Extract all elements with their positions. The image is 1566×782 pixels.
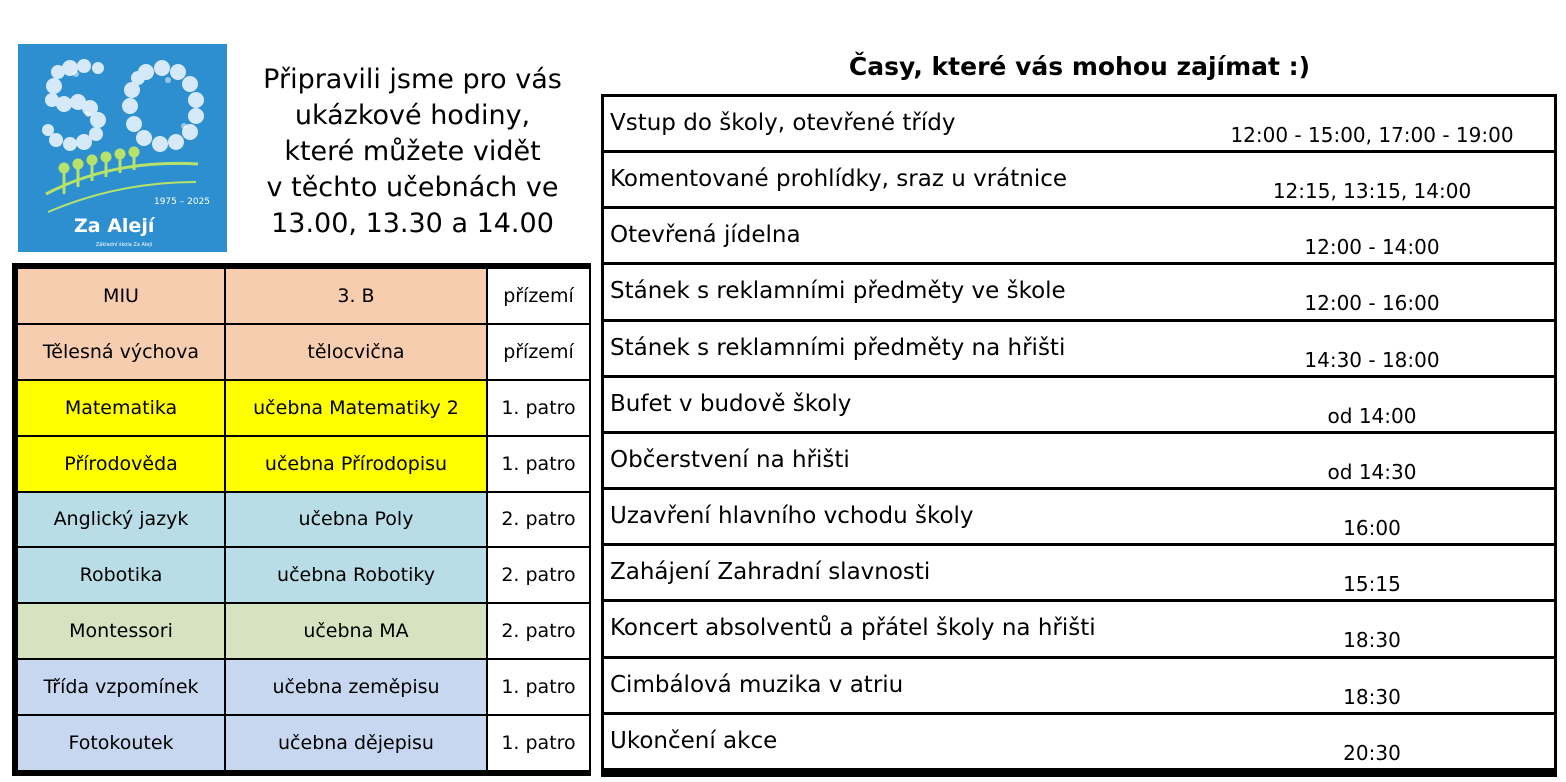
schedule-table — [601, 94, 1557, 777]
subject-cell: MIU — [18, 269, 224, 323]
time-cell: od 14:30 — [1194, 434, 1554, 487]
room-cell: učebna zeměpisu — [226, 660, 486, 714]
event-cell: Stánek s reklamními předměty na hřišti — [604, 322, 1194, 375]
table-row — [604, 97, 1554, 150]
floor-cell: přízemí — [488, 269, 589, 323]
event-cell: Uzavření hlavního vchodu školy — [604, 490, 1194, 543]
time-cell: 12:00 - 15:00, 17:00 - 19:00 — [1194, 97, 1554, 150]
times-title: Časy, které vás mohou zajímat :) — [848, 52, 1311, 81]
table-row — [18, 493, 589, 547]
subject-cell: Fotokoutek — [18, 716, 224, 770]
anniversary-50-logo-icon — [18, 44, 227, 252]
table-row — [18, 269, 589, 323]
event-cell: Občerstvení na hřišti — [604, 434, 1194, 487]
intro-line: které můžete vidět — [284, 136, 541, 167]
time-cell: 12:00 - 16:00 — [1194, 265, 1554, 318]
event-cell: Komentované prohlídky, sraz u vrátnice — [604, 153, 1194, 206]
event-cell: Cimbálová muzika v atriu — [604, 659, 1194, 712]
floor-cell: 1. patro — [488, 381, 589, 435]
table-row — [604, 546, 1554, 599]
intro-text — [240, 62, 585, 242]
room-cell: učebna Matematiky 2 — [226, 381, 486, 435]
event-cell: Stánek s reklamními předměty ve škole — [604, 265, 1194, 318]
svg-text:1975 – 2025: 1975 – 2025 — [153, 197, 211, 207]
table-row — [604, 659, 1554, 712]
room-cell: učebna Robotiky — [226, 548, 486, 602]
room-cell: učebna Poly — [226, 493, 486, 547]
event-cell: Ukončení akce — [604, 715, 1194, 768]
time-cell: 12:00 - 14:00 — [1194, 209, 1554, 262]
floor-cell: 2. patro — [488, 548, 589, 602]
time-cell: 18:30 — [1194, 602, 1554, 655]
table-row — [604, 490, 1554, 543]
floor-cell: 2. patro — [488, 604, 589, 658]
time-cell: 20:30 — [1194, 715, 1554, 768]
classrooms-table — [12, 263, 591, 776]
svg-text:Za Alejí: Za Alejí — [74, 215, 155, 237]
event-cell: Bufet v budově školy — [604, 378, 1194, 431]
room-cell: učebna dějepisu — [226, 716, 486, 770]
floor-cell: přízemí — [488, 325, 589, 379]
table-row — [604, 602, 1554, 655]
time-cell: 16:00 — [1194, 490, 1554, 543]
table-row — [18, 548, 589, 602]
svg-text:Základní škola Za Alejí: Základní škola Za Alejí — [95, 242, 153, 248]
room-cell: tělocvična — [226, 325, 486, 379]
floor-cell: 1. patro — [488, 437, 589, 491]
table-row — [18, 381, 589, 435]
time-cell: 18:30 — [1194, 659, 1554, 712]
table-row — [18, 604, 589, 658]
room-cell: učebna Přírodopisu — [226, 437, 486, 491]
time-cell: 14:30 - 18:00 — [1194, 322, 1554, 375]
time-cell: 15:15 — [1194, 546, 1554, 599]
subject-cell: Matematika — [18, 381, 224, 435]
intro-line: Připravili jsme pro vás — [263, 64, 562, 95]
school-logo — [18, 44, 227, 252]
event-cell: Otevřená jídelna — [604, 209, 1194, 262]
floor-cell: 1. patro — [488, 660, 589, 714]
intro-line: 13.00, 13.30 a 14.00 — [271, 208, 554, 239]
event-cell: Koncert absolventů a přátel školy na hřišti — [604, 602, 1194, 655]
table-row — [18, 716, 589, 770]
table-row — [604, 715, 1554, 768]
subject-cell: Tělesná výchova — [18, 325, 224, 379]
time-cell: 12:15, 13:15, 14:00 — [1194, 153, 1554, 206]
table-row — [604, 434, 1554, 487]
table-row — [604, 378, 1554, 431]
floor-cell: 1. patro — [488, 716, 589, 770]
table-row — [604, 322, 1554, 375]
table-row — [18, 660, 589, 714]
subject-cell: Montessori — [18, 604, 224, 658]
table-row — [604, 265, 1554, 318]
subject-cell: Robotika — [18, 548, 224, 602]
event-cell: Zahájení Zahradní slavnosti — [604, 546, 1194, 599]
room-cell: 3. B — [226, 269, 486, 323]
subject-cell: Anglický jazyk — [18, 493, 224, 547]
intro-line: v těchto učebnách ve — [266, 172, 559, 203]
subject-cell: Třída vzpomínek — [18, 660, 224, 714]
table-row — [18, 325, 589, 379]
room-cell: učebna MA — [226, 604, 486, 658]
table-row — [604, 209, 1554, 262]
floor-cell: 2. patro — [488, 493, 589, 547]
table-row — [604, 153, 1554, 206]
intro-line: ukázkové hodiny, — [294, 100, 531, 131]
subject-cell: Přírodověda — [18, 437, 224, 491]
time-cell: od 14:00 — [1194, 378, 1554, 431]
event-cell: Vstup do školy, otevřené třídy — [604, 97, 1194, 150]
table-row — [18, 437, 589, 491]
